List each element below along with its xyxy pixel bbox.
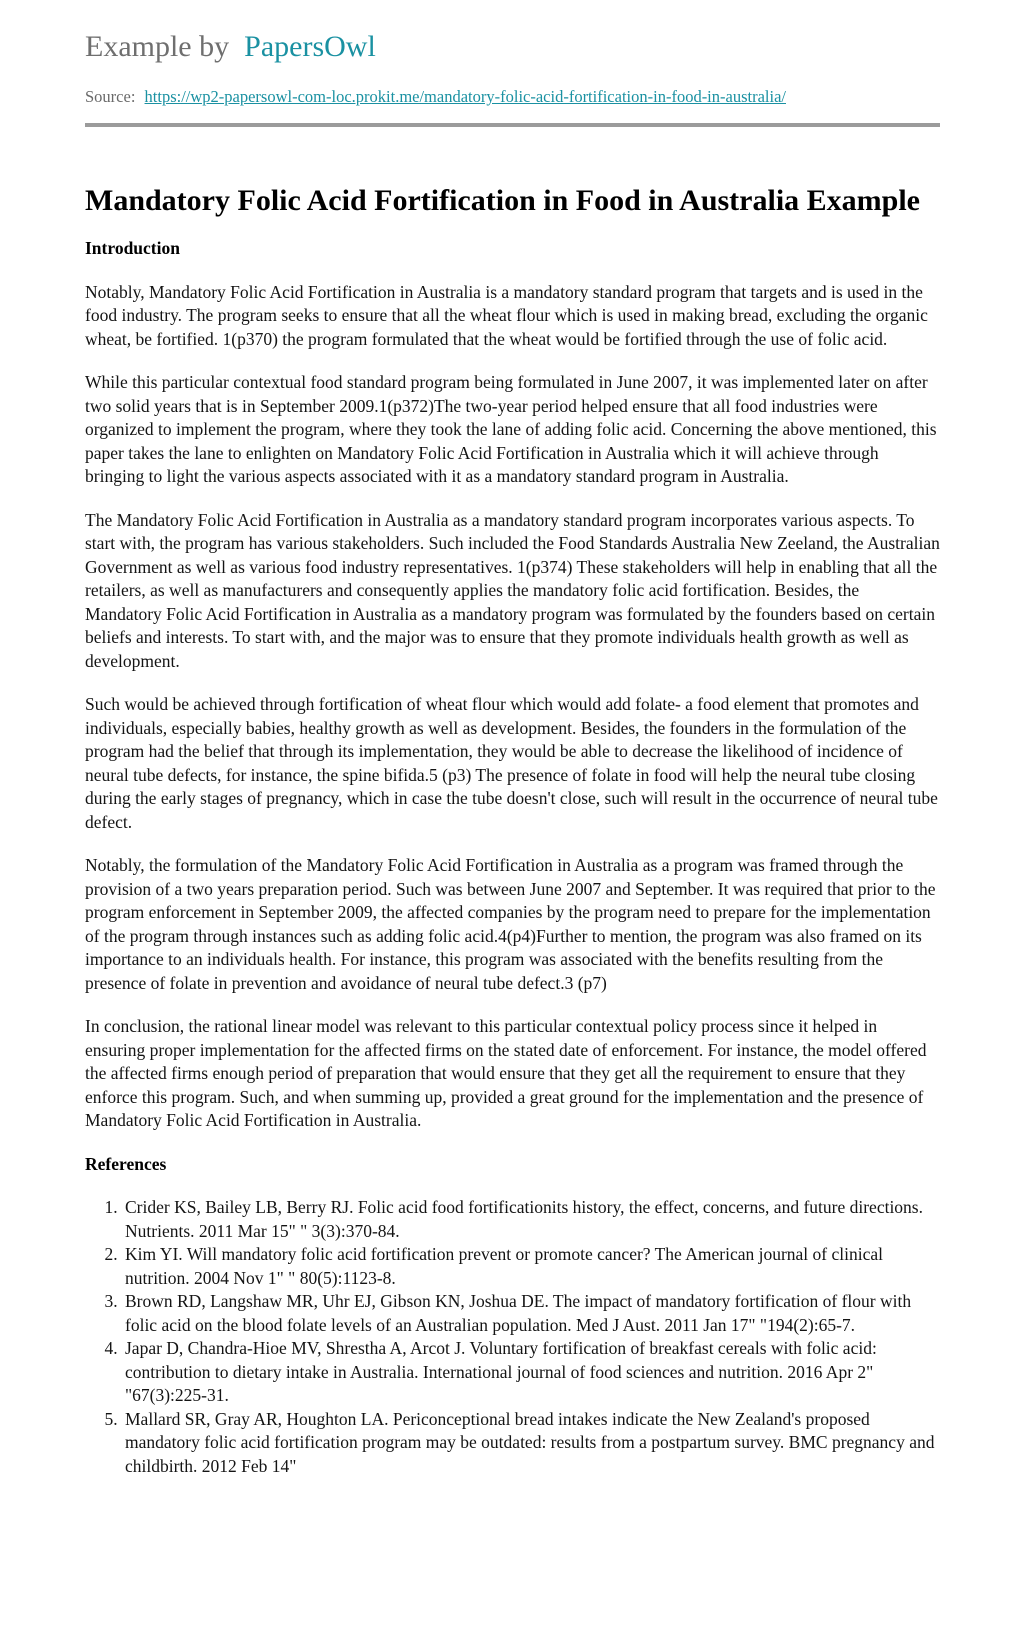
article-body	[85, 281, 940, 1133]
page-header	[85, 28, 940, 127]
brand-prefix: Example by	[85, 30, 230, 63]
brand-link[interactable]: PapersOwl	[244, 30, 376, 63]
source-row	[85, 86, 940, 108]
reference-item: 4. Japar D, Chandra-Hioe MV, Shrestha A, Arcot J. Voluntary fortification of breakfast cereals with folic acid: contribution to dietary intake in Australia. International journal of food sciences and nutrition. 2016 Apr 2" "67(3):225-31.	[122, 1337, 940, 1408]
body-paragraph: The Mandatory Folic Acid Fortification in Australia as a mandatory standard program incorporates various aspects. To start with, the program has various stakeholders. Such included the Food Standards Australia New Zeeland, the Australian Government as well as various food industry representatives. 1(p374) These stakeholders will help in enabling that all the retailers, as well as manufacturers and consequently applies the mandatory folic acid fortification. Besides, the Mandatory Folic Acid Fortification in Australia as a mandatory program was formulated by the founders based on certain beliefs and interests. To start with, and the major was to ensure that they promote individuals health growth as well as development.	[85, 509, 940, 671]
source-label: Source:	[85, 87, 136, 106]
body-paragraph: Notably, Mandatory Folic Acid Fortification in Australia is a mandatory standard program that targets and is used in the food industry. The program seeks to ensure that all the wheat flour which is used in making bread, excluding the organic wheat, be fortified. 1(p370) the program formulated that the wheat would be fortified through the use of folic acid.	[85, 281, 928, 349]
brand-header	[85, 28, 940, 66]
references-list	[85, 1196, 940, 1478]
source-link[interactable]: https://wp2-papersowl-com-loc.prokit.me/mandatory-folic-acid-fortification-in-food-in-australia/	[144, 87, 786, 106]
divider	[85, 123, 940, 127]
body-paragraph: Such would be achieved through fortification of wheat flour which would add folate- a food element that promotes and individuals, especially babies, healthy growth as well as development. Besides, the founders in the formulation of the program had the belief that through its implementation, they would be able to decrease the likelihood of incidence of neural tube defects, for instance, the spine bifida.5 (p3) The presence of folate in food will help the neural tube closing during the early stages of pregnancy, which in case the tube doesn't close, such will result in the occurrence of neural tube defect.	[85, 694, 938, 832]
body-paragraph: Notably, the formulation of the Mandatory Folic Acid Fortification in Australia as a program was framed through the provision of a two years preparation period. Such was between June 2007 and September. It was required that prior to the program enforcement in September 2009, the affected companies by the program need to prepare for the implementation of the program through instances such as adding folic acid.4(p4)Further to mention, the program was also framed on its importance to an individuals health. For instance, this program was associated with the benefits resulting from the presence of folate in prevention and avoidance of neural tube defect.3 (p7)	[85, 855, 936, 993]
section-heading-introduction: Introduction	[85, 238, 180, 258]
article	[85, 179, 940, 1478]
section-heading-references: References	[85, 1153, 167, 1174]
reference-item: 1. Crider KS, Bailey LB, Berry RJ. Folic acid food fortificationits history, the effect, concerns, and future directions. Nutrients. 2011 Mar 15" " 3(3):370-84.	[122, 1196, 940, 1243]
article-title: Mandatory Folic Acid Fortification in Food in Australia Example	[85, 184, 920, 217]
reference-item: 2. Kim YI. Will mandatory folic acid fortification prevent or promote cancer? The American journal of clinical nutrition. 2004 Nov 1" " 80(5):1123-8.	[122, 1243, 940, 1290]
reference-item: 5. Mallard SR, Gray AR, Houghton LA. Periconceptional bread intakes indicate the New Zealand's proposed mandatory folic acid fortification program may be outdated: results from a postpartum survey. BMC pregnancy and childbirth. 2012 Feb 14"	[122, 1408, 940, 1479]
body-paragraph: While this particular contextual food standard program being formulated in June 2007, it was implemented later on after two solid years that is in September 2009.1(p372)The two-year period helped ensure that all food industries were organized to implement the program, where they took the lane of adding folic acid. Concerning the above mentioned, this paper takes the lane to enlighten on Mandatory Folic Acid Fortification in Australia which it will achieve through bringing to light the various aspects associated with it as a mandatory standard program in Australia.	[85, 372, 937, 486]
reference-item: 3. Brown RD, Langshaw MR, Uhr EJ, Gibson KN, Joshua DE. The impact of mandatory fortification of flour with folic acid on the blood folate levels of an Australian population. Med J Aust. 2011 Jan 17" "194(2):65-7.	[122, 1290, 940, 1337]
body-paragraph: In conclusion, the rational linear model was relevant to this particular contextual policy process since it helped in ensuring proper implementation for the affected firms on the stated date of enforcement. For instance, the model offered the affected firms enough period of preparation that would ensure that they get all the requirement to ensure that they enforce this program. Such, and when summing up, provided a great ground for the implementation and the presence of Mandatory Folic Acid Fortification in Australia.	[85, 1016, 927, 1130]
